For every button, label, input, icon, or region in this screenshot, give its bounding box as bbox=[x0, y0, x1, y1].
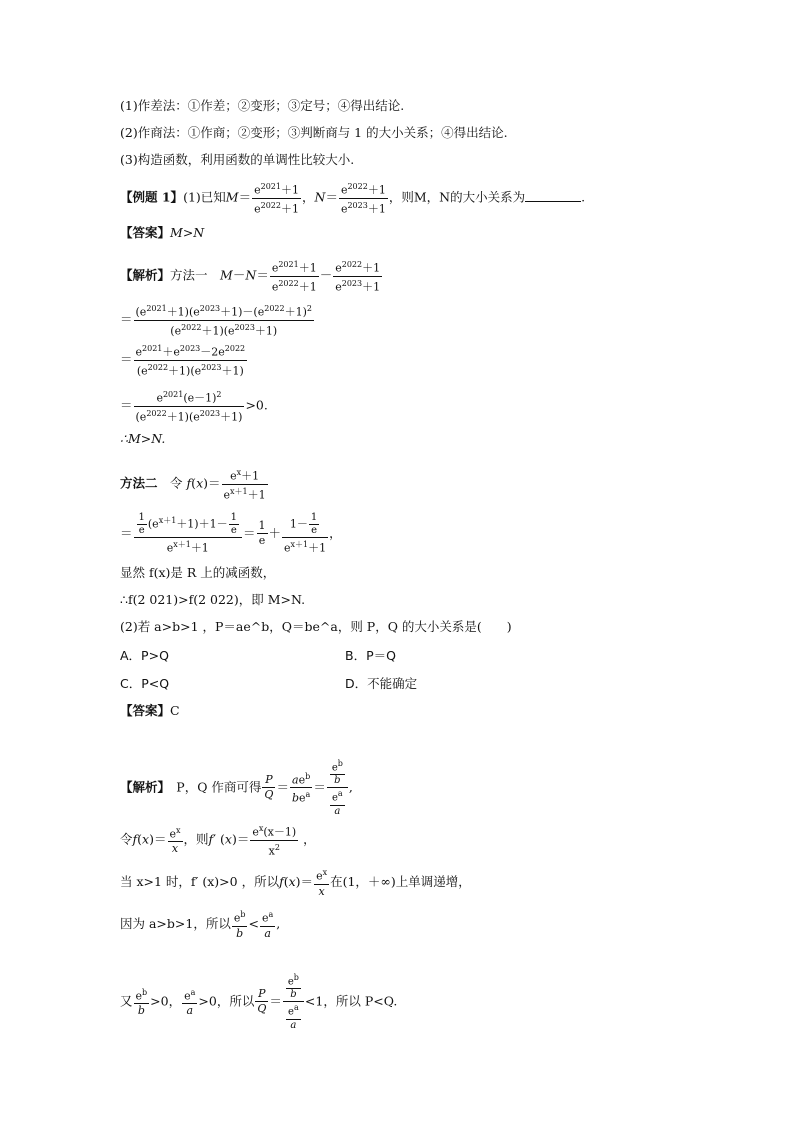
also-text: 又 bbox=[120, 993, 133, 1009]
q1-prefix: (1)已知 bbox=[183, 189, 226, 205]
method-3-text: (3)构造函数，利用函数的单调性比较大小. bbox=[120, 152, 355, 167]
derivation-step-2: ＝ $\frac{e^{2021}+e^{2023}-2e^{2022}}{(e^{2022}+1)(e^{2023}+1)}$ bbox=[120, 344, 246, 378]
let-label: 令 bbox=[170, 475, 183, 491]
let-f-label: 令 bbox=[120, 831, 133, 847]
fraction-m: $\frac{e^{2021}+1}{e^{2022}+1}$ bbox=[254, 182, 299, 216]
conclusion-1: ∴M>N. bbox=[120, 431, 166, 446]
answer-1-value: M>N bbox=[170, 225, 205, 240]
method1-label: 方法一 bbox=[170, 267, 208, 283]
answer-2-value: C bbox=[170, 703, 180, 718]
decreasing-text: 显然 f(x)是 R 上的减函数， bbox=[120, 565, 276, 580]
analysis2-intro: P，Q 作商可得 bbox=[176, 779, 262, 795]
option-d: D．不能确定 bbox=[345, 676, 418, 691]
answer-tag-2: 【答案】 bbox=[120, 703, 171, 718]
because-text: 因为 a>b>1，所以 bbox=[120, 915, 231, 931]
example-tag: 【例题 1】 bbox=[120, 189, 184, 205]
method-1-text: (1)作差法：①作差；②变形；③定号；④得出结论. bbox=[120, 98, 405, 113]
option-c: C．P<Q bbox=[120, 676, 170, 691]
answer-blank bbox=[525, 189, 581, 202]
method-2-text: (2)作商法：①作商；②变形；③判断商与 1 的大小关系；④得出结论. bbox=[120, 125, 508, 140]
answer-2-line bbox=[120, 702, 180, 720]
fraction-n: $\frac{e^{2022}+1}{e^{2023}+1}$ bbox=[340, 182, 386, 216]
also-line: 又 $\frac{e^b}{b}$ >0， $\frac{e^a}{a}$ >0，所以 $\frac{P}{Q}$ ＝ $\frac{\frac{e^b}{b}}{\frac{e^a}{a}}$ <1，所以 P<Q. bbox=[120, 973, 398, 1031]
option-a: A．P>Q bbox=[120, 648, 169, 663]
q1-suffix: ，则M，N的大小关系为 bbox=[388, 189, 526, 205]
method2-label: 方法二 bbox=[120, 475, 158, 491]
example1-question: 【例题 1】(1)已知M＝ $\frac{e^{2021}+1}{e^{2022}+1}$ ，N＝ $\frac{e^{2022}+1}{e^{2023}+1}$ ，则M，N的大小关系为 . bbox=[120, 182, 586, 216]
final-text: <1，所以 P<Q. bbox=[304, 993, 398, 1009]
then-label: ，则 bbox=[183, 831, 209, 847]
increasing-text: 在(1，＋∞)上单调递增， bbox=[330, 873, 471, 889]
option-b: B．P＝Q bbox=[345, 648, 396, 663]
analysis-tag-2: 【解析】 bbox=[120, 779, 164, 795]
analysis-2-line: 【解析】 P，Q 作商可得 $\frac{P}{Q}$ ＝ $\frac{ae^b}{be^a}$ ＝ $\frac{\frac{e^b}{b}}{\frac{e^a}{a}}$ , bbox=[120, 759, 353, 817]
derivation-step-3: ＝ $\frac{e^{2021}(e-1)^2}{(e^{2022}+1)(e^{2023}+1)}$ >0. bbox=[120, 390, 268, 424]
let-f-line: 令f(x)＝ $\frac{e^x}{x}$ ，则f′ (x)＝ $\frac{e^x(x-1)}{x^2}$ ， bbox=[120, 824, 316, 858]
because-line: 因为 a>b>1，所以 $\frac{e^b}{b}$ < $\frac{e^a}{a}$ , bbox=[120, 910, 281, 940]
analysis-method1-line: 【解析】方法一 M－N＝ $\frac{e^{2021}+1}{e^{2022}+1}$ － $\frac{e^{2022}+1}{e^{2023}+1}$ bbox=[120, 260, 381, 294]
when-line: 当 x>1 时，f′ (x)>0 ，所以f(x)＝ $\frac{e^x}{x}$ 在(1，＋∞)上单调递增， bbox=[120, 868, 471, 898]
conclusion-2: ∴f(2 021)>f(2 022)，即 M>N. bbox=[120, 592, 306, 607]
method2-line: 方法二 令 f(x)＝ $\frac{e^x+1}{e^{x+1}+1}$ bbox=[120, 468, 266, 502]
method2-step: ＝ $\frac{1}{e}$ $(e^{x+1}+1)+1-$ $\frac{1}{e}$ $e^{x+1}+1$ ＝ $\frac{1}{e}$ ＋ 1－ $\frac{1}{e}$ $e^{x+1}+1$ ， bbox=[120, 512, 342, 555]
answer-tag: 【答案】 bbox=[120, 225, 171, 240]
analysis-tag: 【解析】 bbox=[120, 267, 171, 283]
question-2: (2)若 a>b>1 ，P＝ae^b，Q＝be^a，则 P，Q 的大小关系是( ) bbox=[120, 619, 512, 634]
derivation-step-1: ＝ $\frac{(e^{2021}+1)(e^{2023}+1)-(e^{2022}+1)^2}{(e^{2022}+1)(e^{2023}+1)}$ bbox=[120, 304, 312, 338]
when-text: 当 x>1 时，f′ (x)>0 ，所以 bbox=[120, 873, 280, 889]
answer-1-line bbox=[120, 224, 204, 242]
